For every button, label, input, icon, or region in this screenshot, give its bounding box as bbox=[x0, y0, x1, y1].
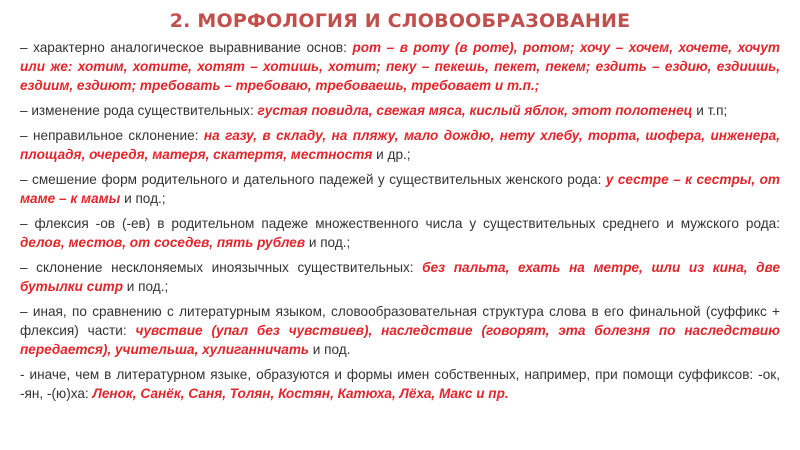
paragraph-case-mixing bbox=[20, 170, 780, 208]
paragraph-analogical-leveling bbox=[20, 38, 780, 95]
paragraph-examples: у сестре – к сестры, от маме – к мамы bbox=[20, 172, 780, 206]
paragraph-examples: на газу, в складу, на пляжу, мало дождю, нету хлебу, торта, шофера, инженера, площадя, очередя, матеря, скатертя, местностя bbox=[20, 128, 780, 162]
paragraph-gender-change bbox=[20, 101, 780, 120]
paragraph-tail: и др.; bbox=[372, 147, 411, 162]
paragraph-tail: и под.; bbox=[123, 279, 169, 294]
paragraph-tail: и под.; bbox=[305, 235, 351, 250]
slide-content bbox=[20, 38, 780, 409]
paragraph-lead: – флексия -ов (-ев) в родительном падеже множественного числа у существительных среднего и мужского рода: bbox=[20, 216, 780, 231]
paragraph-genitive-plural bbox=[20, 214, 780, 252]
paragraph-examples: чувствие (упал без чувствиев), наследствие (говорят, эта болезня по наследствию передается), учительша, хулиганничать bbox=[20, 323, 780, 357]
paragraph-proper-names bbox=[20, 365, 780, 403]
paragraph-word-formation bbox=[20, 302, 780, 359]
paragraph-indeclinable-nouns bbox=[20, 258, 780, 296]
paragraph-lead: – смешение форм родительного и дательного падежей у существительных женского рода: bbox=[20, 172, 606, 187]
paragraph-lead: – иная, по сравнению с литературным языком, словообразовательная структура слова в его финальной (суффикс + флексия) части: bbox=[20, 304, 780, 338]
paragraph-wrong-declension bbox=[20, 126, 780, 164]
slide-title: 2. МОРФОЛОГИЯ И СЛОВООБРАЗОВАНИЕ bbox=[169, 10, 631, 32]
paragraph-tail: и под. bbox=[309, 342, 351, 357]
paragraph-examples: рот – в роту (в роте), ротом; хочу – хочем, хочете, хочут или же: хотим, хотите, хотят – хотишь, хотит; пеку – пекешь, пекет, пекем; ездить – ездию, ездиишь, ездиим, ездиют; требовать – требоваю, требоваешь, требовает и т.п.; bbox=[20, 40, 780, 93]
paragraph-lead: – неправильное склонение: bbox=[20, 128, 204, 143]
paragraph-tail: и под.; bbox=[120, 191, 166, 206]
paragraph-examples: без пальта, ехать на метре, шли из кина, две бутылки ситр bbox=[20, 260, 780, 294]
paragraph-lead: - иначе, чем в литературном языке, образуются и формы имен собственных, например, при помощи суффиксов: -ок, -ян, -(ю)ха: bbox=[20, 367, 780, 401]
paragraph-lead: – изменение рода существительных: bbox=[20, 103, 258, 118]
paragraph-examples: густая повидла, свежая мяса, кислый яблок, этот полотенец bbox=[257, 103, 693, 118]
paragraph-lead: – склонение несклоняемых иноязычных существительных: bbox=[20, 260, 423, 275]
paragraph-examples: делов, местов, от соседев, пять рублев bbox=[20, 235, 306, 250]
paragraph-lead: – характерно аналогическое выравнивание основ: bbox=[20, 40, 353, 55]
paragraph-tail: и т.п; bbox=[692, 103, 728, 118]
paragraph-examples: Ленок, Санёк, Саня, Толян, Костян, Катюха, Лёха, Макс и пр. bbox=[92, 386, 509, 401]
